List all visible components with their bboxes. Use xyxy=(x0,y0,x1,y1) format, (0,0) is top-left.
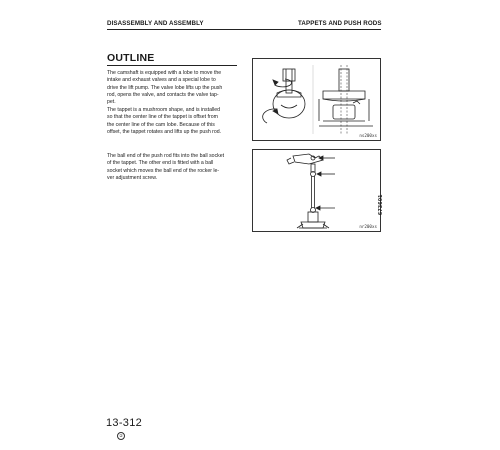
paragraph-push-rod: The ball end of the push rod fits into the ball socket of the tappet. The other end is fitted with a ball socket which moves the ball end of the rocker le- ver adjustment screw. xyxy=(107,153,225,181)
paragraph-camshaft: The camshaft is equipped with a lobe to move the intake and exhaust valves and a special lobe to drive the lift pump. The valve lobe lifts up the push rod, opens the valve, and contacts the valve tap- pet. xyxy=(107,70,223,106)
page-number: 13-312 xyxy=(106,417,143,429)
tappet-cam-illustration xyxy=(253,59,380,140)
revision-mark: ② xyxy=(117,432,125,440)
header-rule xyxy=(107,29,381,30)
section-title: OUTLINE xyxy=(107,52,155,64)
side-document-code: 673601 xyxy=(378,194,384,215)
header-topic-name: TAPPETS AND PUSH RODS xyxy=(298,20,382,27)
figure-label: nr200xs xyxy=(359,224,377,229)
figure-push-rod xyxy=(252,149,381,232)
paragraph-tappet: The tappet is a mushroom shape, and is installed so that the center line of the tappet is offset from the center line of the cam lobe. Because of this offset, the tappet rotates and lifts up the push rod. xyxy=(107,107,222,135)
figure-tappet-cam xyxy=(252,58,381,141)
figure-label: ns200xs xyxy=(359,133,377,138)
push-rod-illustration xyxy=(253,150,380,231)
header-section-name: DISASSEMBLY AND ASSEMBLY xyxy=(107,20,204,27)
section-title-rule xyxy=(107,65,237,66)
